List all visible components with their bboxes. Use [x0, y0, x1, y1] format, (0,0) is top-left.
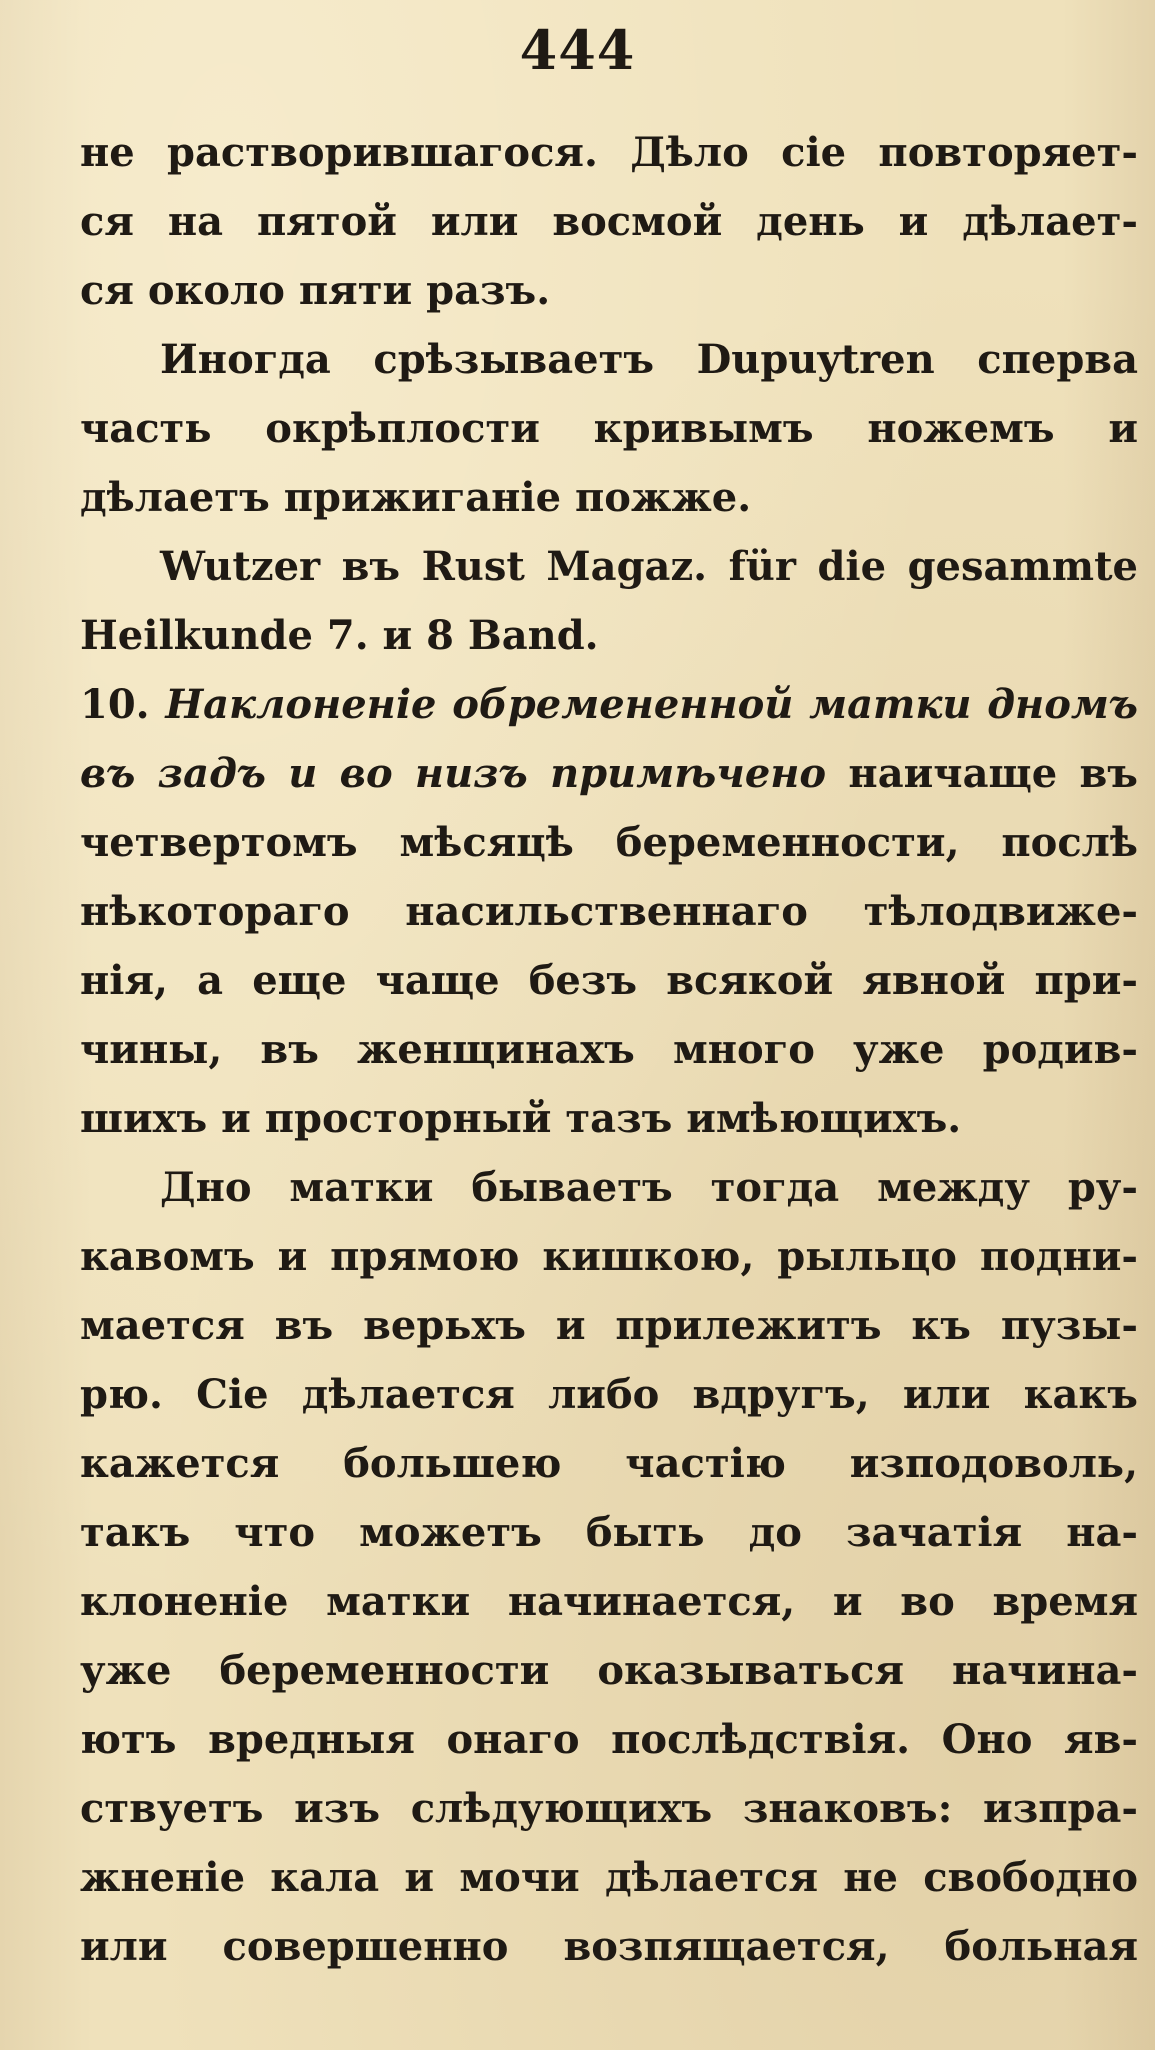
body-text: [80, 118, 1138, 1981]
text-line: четвертомъ мѣсяцѣ беременности, послѣ: [80, 819, 1138, 866]
text-line: [80, 739, 1138, 808]
text-line: ствуетъ изъ слѣдующихъ знаковъ: изпра-: [80, 1785, 1138, 1832]
text-line: не растворившагося. Дѣло сіе повторяет-: [80, 129, 1138, 176]
text-line: мается въ верьхъ и прилежитъ къ пузы-: [80, 1302, 1138, 1349]
section-title-continuation: въ задъ и во низъ примѣчено: [80, 750, 827, 797]
text-line: чины, въ женщинахъ много уже родив-: [80, 1026, 1138, 1073]
page-number: 444: [519, 18, 636, 82]
text-line: дѣлаетъ прижиганіе пожже.: [80, 474, 752, 521]
section-title: Наклоненіе обремененной матки дномъ: [165, 681, 1138, 728]
section-heading-line: [80, 670, 1138, 739]
text-line: Wutzer въ Rust Magaz. für die gesammte: [160, 543, 1138, 590]
text-line: кажется большею частію изподоволь,: [80, 1440, 1138, 1487]
text-line: или совершенно возпящается, больная: [80, 1923, 1138, 1970]
text-line: нѣкотораго насильственнаго тѣлодвиже-: [80, 888, 1138, 935]
text-line: Heilkunde 7. и 8 Band.: [80, 612, 599, 659]
section-number: 10.: [80, 681, 150, 728]
text-line: такъ что можетъ быть до зачатія на-: [80, 1509, 1138, 1556]
text-line: ютъ вредныя онаго послѣдствія. Оно яв-: [80, 1716, 1138, 1763]
text-segment: наичаще въ: [848, 750, 1138, 797]
text-line: жненіе кала и мочи дѣлается не свободно: [80, 1854, 1138, 1901]
text-line: Иногда срѣзываетъ Dupuytren сперва: [160, 336, 1138, 383]
text-line: кавомъ и прямою кишкою, рыльцо подни-: [80, 1233, 1138, 1280]
text-line: нія, а еще чаще безъ всякой явной при-: [80, 957, 1138, 1004]
text-line: Дно матки бываетъ тогда между ру-: [160, 1164, 1138, 1211]
text-line: шихъ и просторный тазъ имѣющихъ.: [80, 1095, 962, 1142]
text-line: ся на пятой или восмой день и дѣлает-: [80, 198, 1138, 245]
text-line: уже беременности оказываться начина-: [80, 1647, 1138, 1694]
text-line: часть окрѣплости кривымъ ножемъ и: [80, 405, 1138, 452]
text-line: клоненіе матки начинается, и во время: [80, 1578, 1138, 1625]
text-line: ся около пяти разъ.: [80, 267, 551, 314]
text-line: рю. Сіе дѣлается либо вдругъ, или какъ: [80, 1371, 1138, 1418]
